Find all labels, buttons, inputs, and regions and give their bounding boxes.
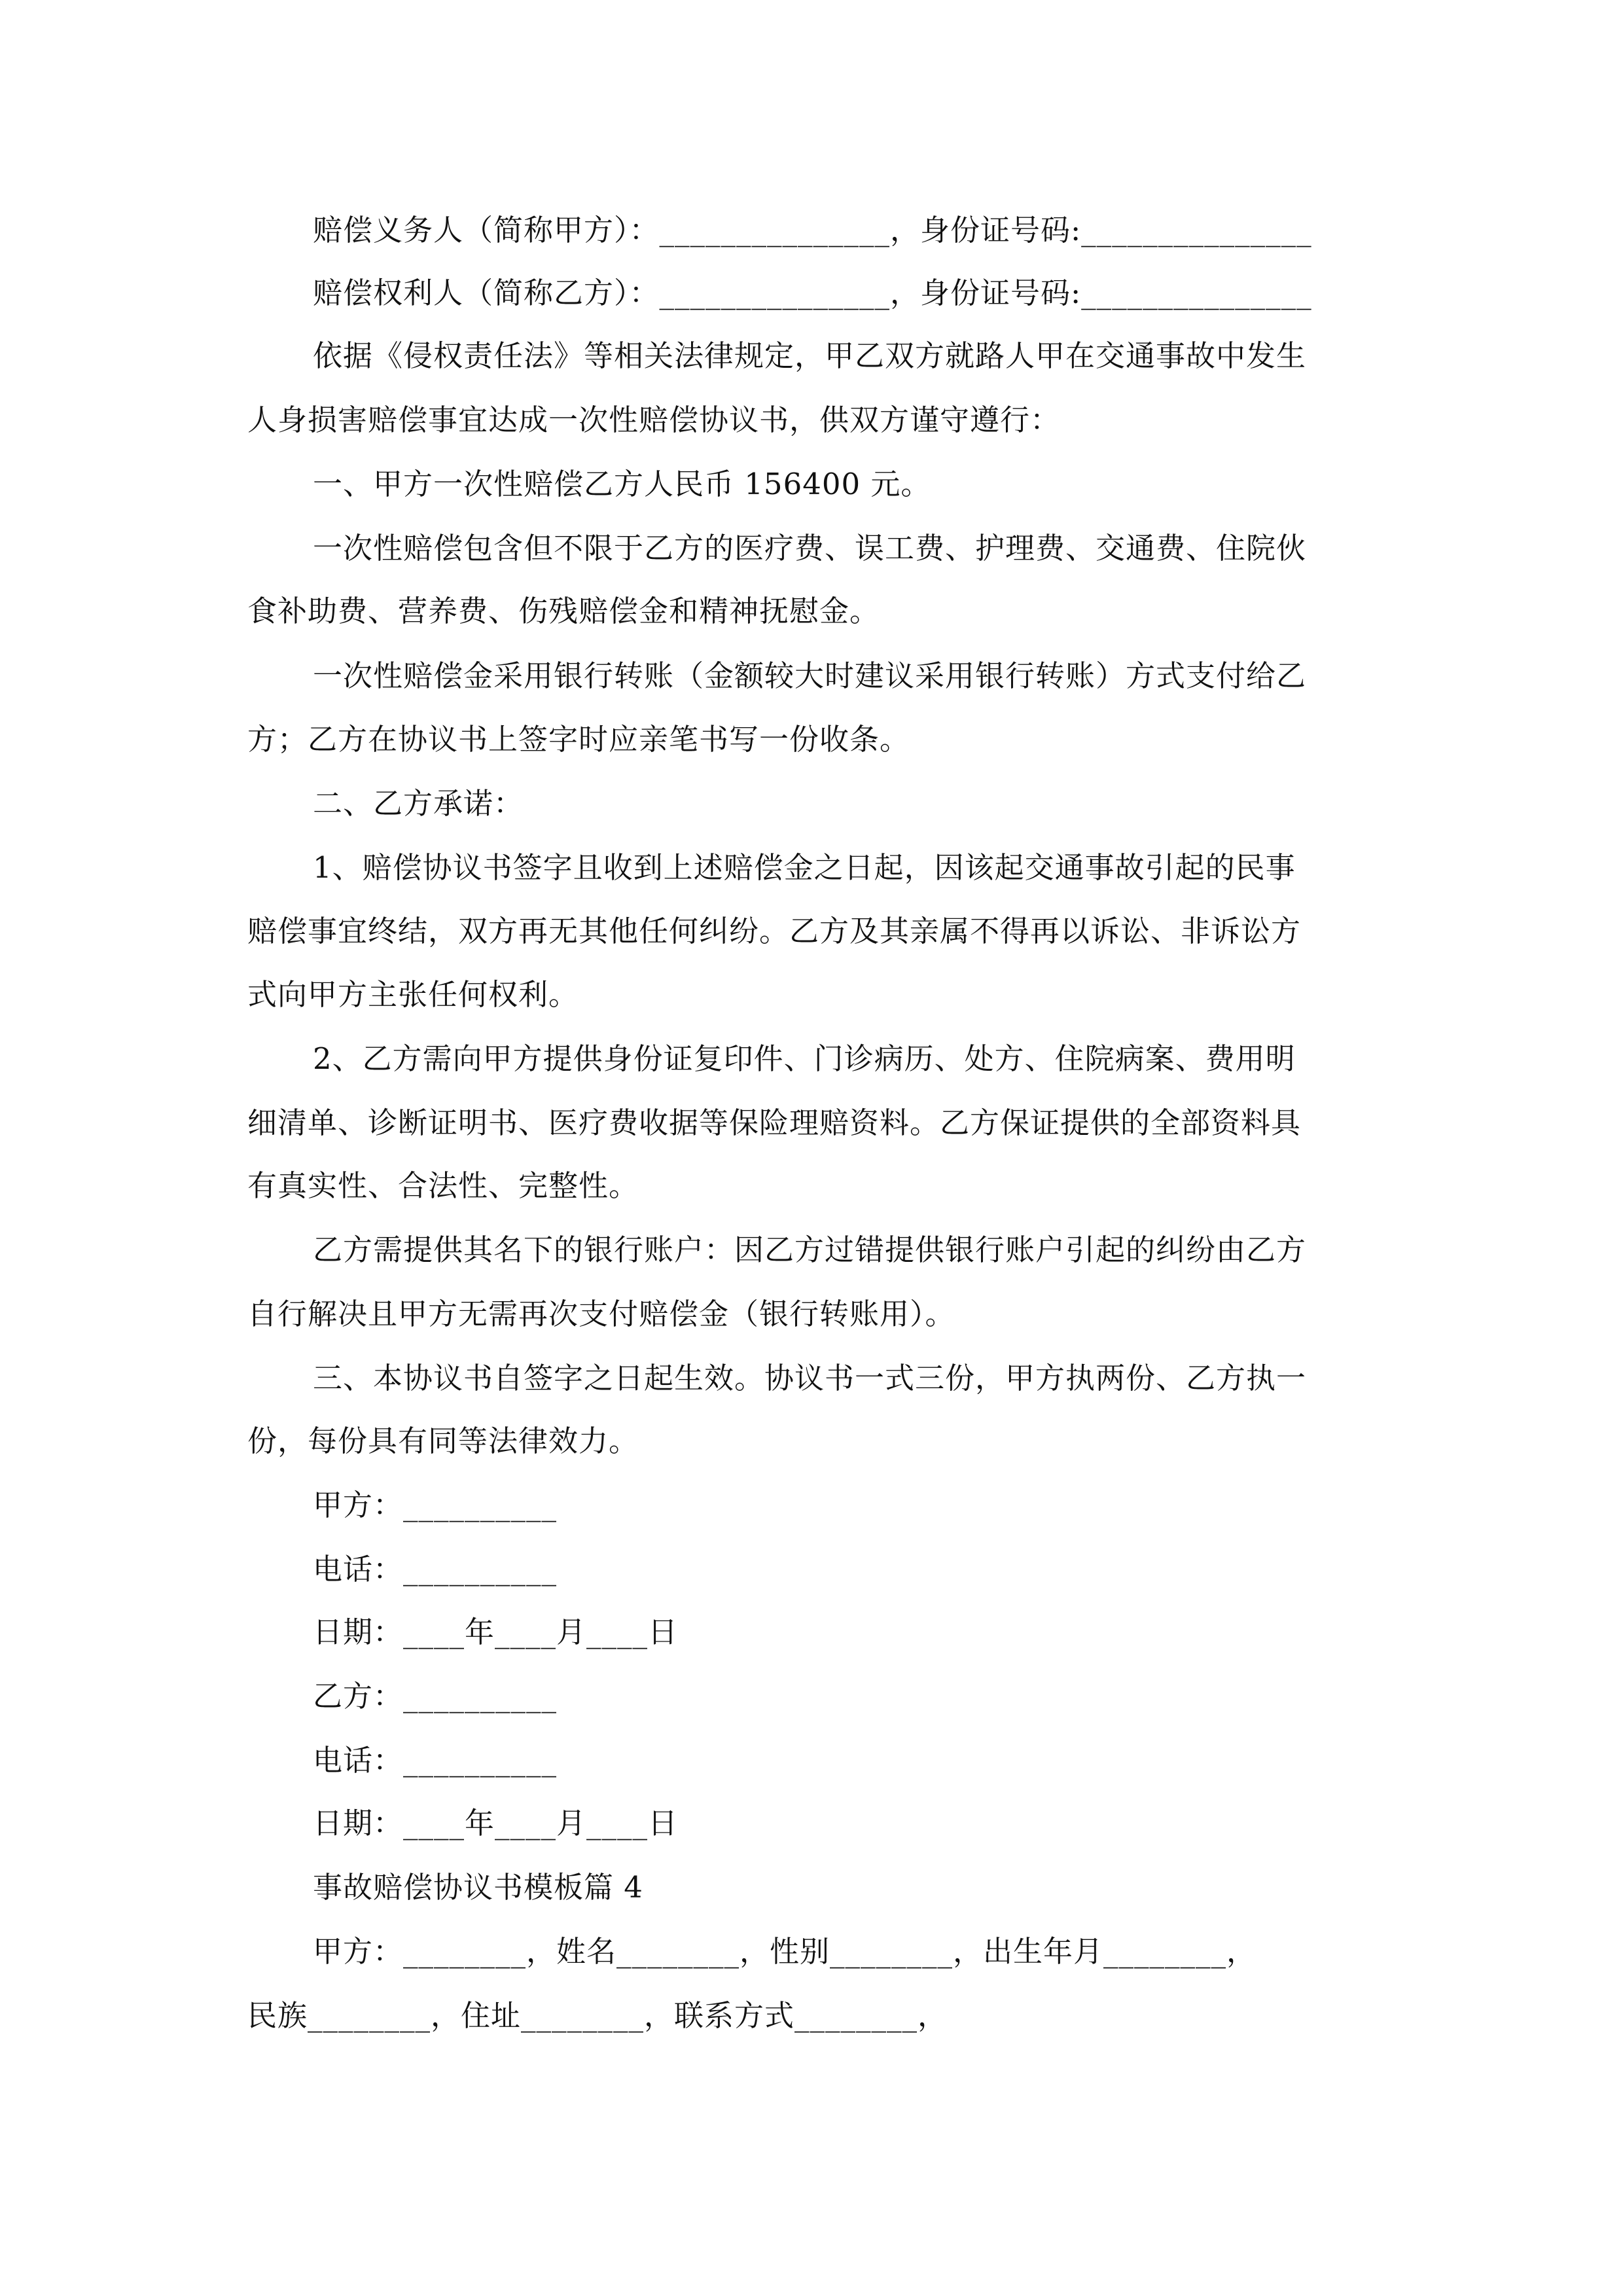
clause-one-heading: 一、甲方一次性赔偿乙方人民币 156400 元。 <box>313 467 931 501</box>
clause-one-payment-line-2: 方；乙方在协议书上签字时应亲笔书写一份收条。 <box>247 722 910 757</box>
preamble-line-2: 人身损害赔偿事宜达成一次性赔偿协议书，供双方谨守遵行： <box>247 403 1061 437</box>
bank-account-line-1: 乙方需提供其名下的银行账户：因乙方过错提供银行账户引起的纠纷由乙方 <box>313 1232 1307 1267</box>
party-b-signature: 乙方：__________ <box>313 1679 558 1713</box>
bank-account-line-2: 自行解决且甲方无需再次支付赔偿金（银行转账用）。 <box>247 1297 955 1331</box>
clause-one-scope-line-1: 一次性赔偿包含但不限于乙方的医疗费、误工费、护理费、交通费、住院伙 <box>313 531 1307 565</box>
clause-two-item-1-line-1: 1、赔偿协议书签字且收到上述赔偿金之日起，因该起交通事故引起的民事 <box>313 850 1296 885</box>
clause-three-line-1: 三、本协议书自签字之日起生效。协议书一式三份，甲方执两份、乙方执一 <box>313 1361 1307 1395</box>
party-b-phone: 电话：__________ <box>313 1743 558 1778</box>
party-a-id-line: 赔偿义务人（简称甲方）：_______________，身份证号码:_______________ <box>313 213 1312 247</box>
preamble-line-1: 依据《侵权责任法》等相关法律规定，甲乙双方就路人甲在交通事故中发生 <box>313 338 1307 373</box>
clause-two-item-2-line-2: 细清单、诊断证明书、医疗费收据等保险理赔资料。乙方保证提供的全部资料具 <box>247 1105 1302 1140</box>
clause-two-heading: 二、乙方承诺： <box>313 786 524 821</box>
clause-two-item-2-line-1: 2、乙方需向甲方提供身份证复印件、门诊病历、处方、住院病案、费用明 <box>313 1041 1296 1076</box>
section-title-template-4: 事故赔偿协议书模板篇 4 <box>313 1870 643 1905</box>
clause-three-line-2: 份，每份具有同等法律效力。 <box>247 1424 639 1458</box>
clause-one-scope-line-2: 食补助费、营养费、伤残赔偿金和精神抚慰金。 <box>247 594 880 628</box>
template-4-party-a-line-1: 甲方：________，姓名________，性别________，出生年月________， <box>313 1934 1257 1969</box>
party-a-date: 日期：____年____月____日 <box>313 1615 679 1649</box>
party-a-signature: 甲方：__________ <box>313 1488 558 1522</box>
party-b-id-line: 赔偿权利人（简称乙方）：_______________，身份证号码:_______________ <box>313 276 1312 310</box>
party-a-phone: 电话：__________ <box>313 1552 558 1587</box>
clause-two-item-1-line-2: 赔偿事宜终结，双方再无其他任何纠纷。乙方及其亲属不得再以诉讼、非诉讼方 <box>247 914 1302 948</box>
clause-two-item-2-line-3: 有真实性、合法性、完整性。 <box>247 1168 639 1203</box>
template-4-party-a-line-2: 民族________，住址________，联系方式________， <box>247 1998 948 2033</box>
clause-two-item-1-line-3: 式向甲方主张任何权利。 <box>247 977 579 1012</box>
party-b-date: 日期：____年____月____日 <box>313 1806 679 1840</box>
clause-one-payment-line-1: 一次性赔偿金采用银行转账（金额较大时建议采用银行转账）方式支付给乙 <box>313 658 1307 693</box>
